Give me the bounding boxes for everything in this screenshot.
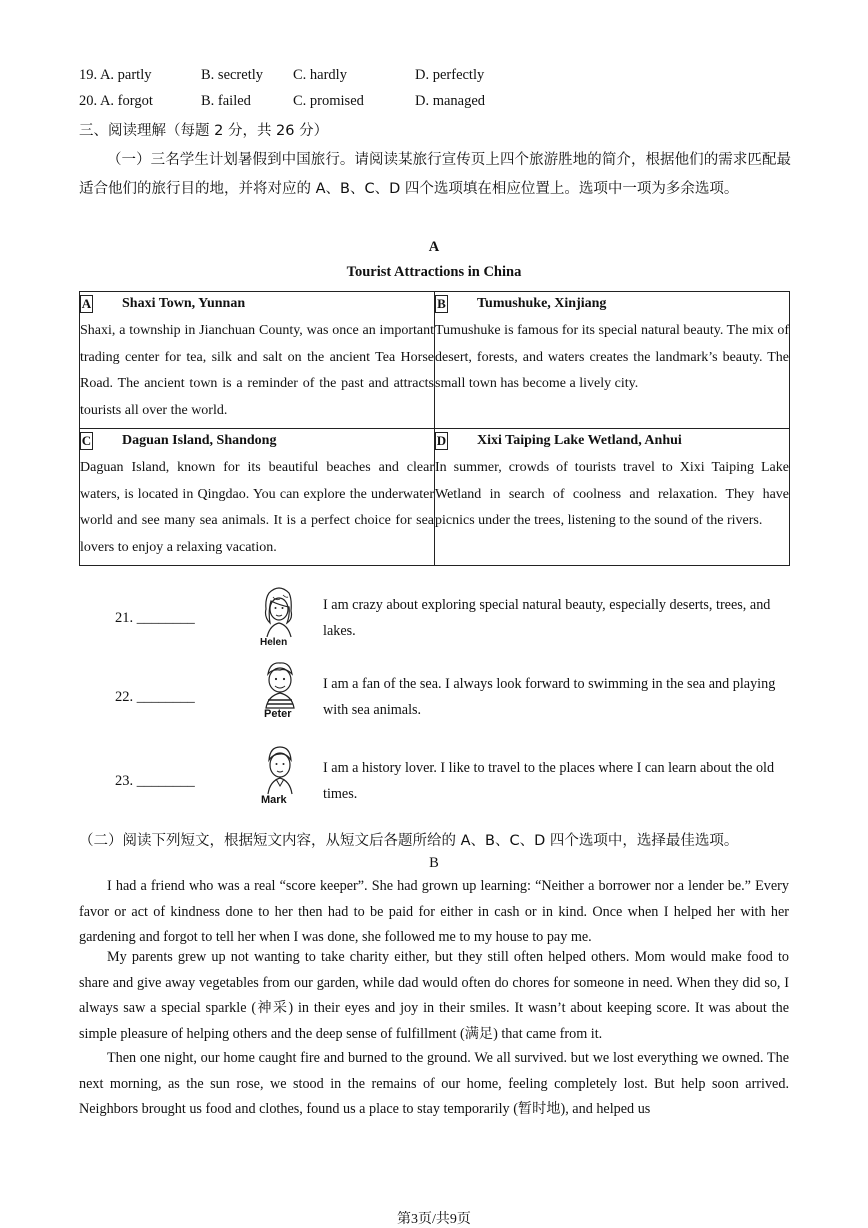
option-a: 19. A. partly xyxy=(79,67,152,83)
mark-avatar xyxy=(258,744,302,811)
attraction-cell-b xyxy=(435,292,790,429)
section-3-title: 三、阅读理解（每题 2 分，共 26 分） xyxy=(79,123,329,139)
option-c: C. promised xyxy=(293,93,364,109)
option-tag: B xyxy=(435,295,448,313)
attraction-name: Shaxi Town, Yunnan xyxy=(122,296,246,311)
option-d: D. perfectly xyxy=(415,67,485,83)
helen-avatar xyxy=(256,585,302,656)
passage-a-letter: A xyxy=(428,239,440,255)
question-23-blank[interactable]: 23. ________ xyxy=(115,773,195,789)
question-21-blank[interactable]: 21. ________ xyxy=(115,610,195,626)
passage-a-title: Tourist Attractions in China xyxy=(346,264,522,280)
passage-b-paragraph-3: Then one night, our home caught fire and burned to the ground. We all survived. but we lost everything we owned. The next morning, as the sun rose, we stood in the remains of our home, feeling completely lost. But help soon arrived. Neighbors brought us food and clothes, found us a place to stay temporarily (暂时地), and helped us xyxy=(79,1050,789,1117)
attraction-name: Xixi Taiping Lake Wetland, Anhui xyxy=(477,433,682,448)
question-21-statement: I am crazy about exploring special natural beauty, especially deserts, trees, and lakes. xyxy=(323,597,771,639)
passage-b-paragraph-2: My parents grew up not wanting to take charity either, but they still often helped others. Mom would make food to share and give away vegetables from our garden, while dad would often do chores for someone in need. When they did so, I always saw a special sparkle (神采) in their eyes and joy in their smiles. It wasn’t about keeping score. It was about the simple pleasure of helping others and the deep sense of fulfillment (满足) that came from it. xyxy=(79,949,789,1042)
option-c: C. hardly xyxy=(293,67,347,83)
attraction-description: In summer, crowds of tourists travel to Xixi Taiping Lake Wetland in search of coolness and relaxation. They have picnics under the trees, listening to the sound of the rivers. xyxy=(435,460,789,528)
attraction-name: Daguan Island, Shandong xyxy=(122,433,277,448)
option-d: D. managed xyxy=(415,93,486,109)
attraction-description: Daguan Island, known for its beautiful beaches and clear waters, is located in Qingdao. You can explore the underwater world and see many sea animals. It is a perfect choice for sea lovers to enjoy a relaxing vacation. xyxy=(80,460,434,555)
option-b: B. failed xyxy=(201,93,251,109)
question-23-statement: I am a history lover. I like to travel to the places where I can learn about the old times. xyxy=(323,760,775,802)
attraction-cell-c xyxy=(80,429,435,566)
page-number: 第3页/共9页 xyxy=(397,1212,471,1227)
question-22-statement: I am a fan of the sea. I always look forward to swimming in the sea and playing with sea animals. xyxy=(323,676,776,718)
passage-b-paragraph-1: I had a friend who was a real “score keeper”. She had grown up learning: “Neither a borrower nor a lender be.” Every favor or act of kindness done to her then had to be paid for either in cash or in kind. Once when I helped her with her gardening and forgot to tell her when I was done, she followed me to my house to pay me. xyxy=(79,878,789,945)
option-tag: D xyxy=(436,433,447,448)
passage-b-letter: B xyxy=(429,855,439,871)
attraction-description: Tumushuke is famous for its special natural beauty. The mix of desert, forests, and waters creates the landmark’s beauty. The small town has become a lively city. xyxy=(435,323,789,391)
attraction-description: Shaxi, a township in Jianchuan County, was once an important trading center for tea, silk and salt on the ancient Tea Horse Road. The ancient town is a reminder of the past and attracts tourists all over the world. xyxy=(80,323,434,418)
avatar-name: Mark xyxy=(261,794,287,806)
option-b: B. secretly xyxy=(201,67,264,83)
part-2-intro: （二）阅读下列短文，根据短文内容，从短文后各题所给的 A、B、C、D 四个选项中，选择最佳选项。 xyxy=(79,833,739,849)
attraction-cell-d xyxy=(435,429,790,566)
avatar-name: Peter xyxy=(264,708,292,720)
peter-avatar xyxy=(256,660,302,727)
avatar-name: Helen xyxy=(260,637,288,648)
option-tag: A xyxy=(81,296,92,311)
attraction-name: Tumushuke, Xinjiang xyxy=(477,296,607,311)
part-1-intro: （一）三名学生计划暑假到中国旅行。请阅读某旅行宣传页上四个旅游胜地的简介，根据他们的需求匹配最适合他们的旅行目的地，并将对应的 A、B、C、D 四个选项填在相应位置上。选项中一项为多余选项。 xyxy=(79,152,791,197)
option-tag: C xyxy=(81,433,92,448)
question-22-blank[interactable]: 22. ________ xyxy=(115,689,195,705)
attractions-table xyxy=(79,291,790,566)
attraction-cell-a xyxy=(80,292,435,429)
option-a: 20. A. forgot xyxy=(79,93,153,109)
